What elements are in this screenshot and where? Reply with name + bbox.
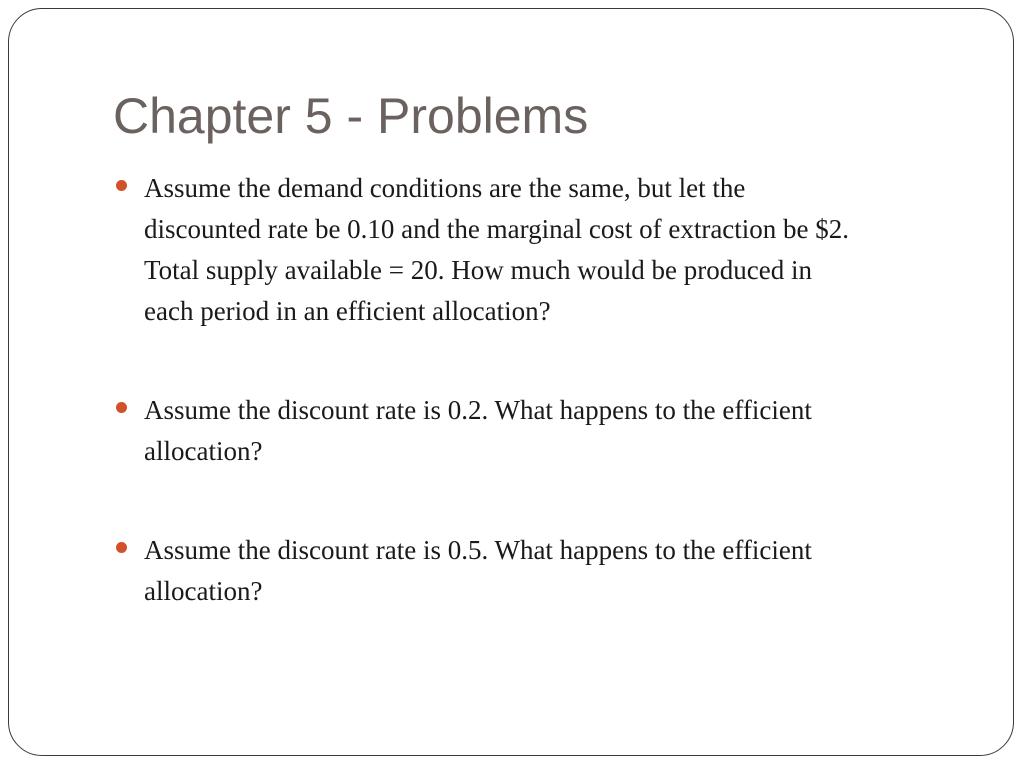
bullet-item [113, 168, 963, 332]
bullet-text-line: discounted rate be 0.10 and the marginal cost of extraction be $2. [144, 214, 850, 244]
slide-title: Chapter 5 - Problems [113, 88, 589, 144]
bullet-text-line: Assume the demand conditions are the same, but let the [144, 173, 746, 203]
bullet-item [113, 530, 963, 612]
bullet-text-line: Total supply available = 20. How much would be produced in [144, 255, 812, 285]
bullet-list [113, 168, 963, 612]
bullet-dot-icon [116, 542, 127, 553]
bullet-text-line: each period in an efficient allocation? [144, 296, 551, 326]
bullet-item [113, 390, 963, 472]
bullet-dot-icon [116, 402, 127, 413]
bullet-dot-icon [116, 180, 127, 191]
bullet-text-line: allocation? [144, 436, 263, 466]
bullet-text-line: allocation? [144, 576, 263, 606]
bullet-text-line: Assume the discount rate is 0.2. What happens to the efficient [144, 395, 812, 425]
bullet-text-line: Assume the discount rate is 0.5. What happens to the efficient [144, 535, 812, 565]
